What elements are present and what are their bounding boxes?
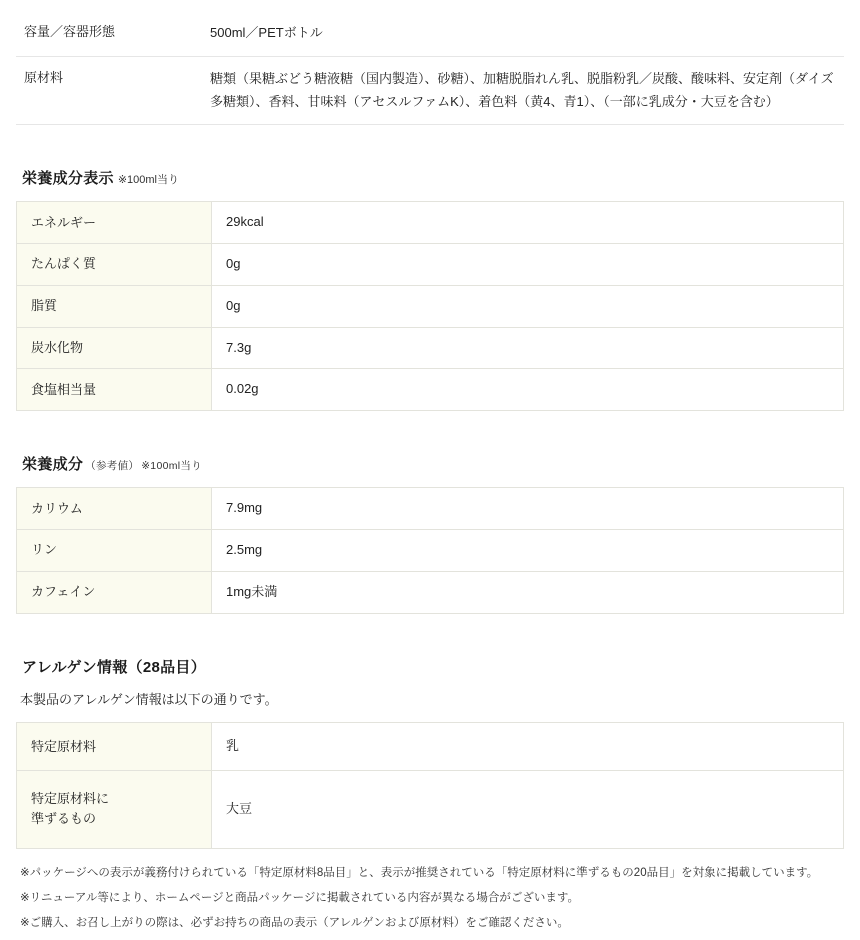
allergen-value-equivalent: 大豆 (212, 771, 844, 848)
table-row (17, 530, 844, 572)
allergen-table (16, 722, 844, 848)
nutrition-reference-title: 栄養成分 (22, 456, 84, 474)
nutrition-value-salt: 0.02g (212, 369, 844, 411)
reference-value-potassium: 7.9mg (212, 488, 844, 530)
reference-label-phosphorus: リン (17, 530, 212, 572)
nutrition-label-fat: 脂質 (17, 285, 212, 327)
nutrition-facts-title: 栄養成分表示 (22, 170, 114, 188)
footnote-1: ※パッケージへの表示が義務付けられている「特定原材料8品目」と、表示が推奨されている「特定原材料に準ずるもの20品目」を対象に掲載しています。 (20, 866, 819, 879)
nutrition-label-carbohydrate: 炭水化物 (17, 327, 212, 369)
spec-label-volume: 容量／容器形態 (24, 24, 116, 39)
table-row (17, 202, 844, 244)
nutrition-value-fat: 0g (212, 285, 844, 327)
nutrition-facts-note: ※100ml当り (117, 174, 179, 187)
reference-value-phosphorus: 2.5mg (212, 530, 844, 572)
spec-label-ingredients: 原材料 (24, 69, 64, 85)
table-row (17, 771, 844, 848)
table-row (17, 327, 844, 369)
table-row (17, 285, 844, 327)
nutrition-reference-heading (22, 453, 844, 477)
product-detail-page (0, 10, 860, 932)
spec-value-volume: 500ml／PETボトル (210, 25, 323, 40)
allergen-value-specified: 乳 (212, 723, 844, 771)
allergen-label-equivalent-line2: 準ずるもの (31, 811, 97, 827)
reference-label-potassium: カリウム (17, 488, 212, 530)
nutrition-value-energy: 29kcal (212, 202, 844, 244)
allergen-label-specified: 特定原材料 (17, 723, 212, 771)
nutrition-reference-table (16, 487, 844, 613)
nutrition-facts-heading (22, 167, 844, 191)
allergen-heading: アレルゲン情報（28品目） (22, 658, 207, 676)
product-spec-table (16, 10, 844, 125)
nutrition-label-protein: たんぱく質 (17, 244, 212, 286)
nutrition-reference-note2: ※100ml当り (141, 460, 202, 473)
nutrition-facts-table (16, 201, 844, 411)
nutrition-label-energy: エネルギー (17, 202, 212, 244)
allergen-label-equivalent (17, 771, 212, 848)
footnote-2: ※リニューアル等により、ホームページと商品パッケージに掲載されている内容が異なる場合がございます。 (20, 891, 579, 904)
allergen-label-equivalent-line1: 特定原材料に (31, 791, 110, 807)
nutrition-reference-note: （参考値） (85, 460, 140, 473)
nutrition-value-protein: 0g (212, 244, 844, 286)
table-row (17, 244, 844, 286)
table-row (16, 11, 844, 57)
nutrition-label-salt: 食塩相当量 (17, 369, 212, 411)
table-row (17, 571, 844, 613)
allergen-lead-text: 本製品のアレルゲン情報は以下の通りです。 (20, 691, 278, 707)
spec-value-ingredients: 糖類（果糖ぶどう糖液糖（国内製造）、砂糖）、加糖脱脂れん乳、脱脂粉乳／炭酸、酸味料、安定剤（ダイズ多糖類）、香料、甘味料（アセスルファムK）、着色料（黄4、青1）、（一部に乳成分・大豆を含む） (210, 70, 834, 109)
table-row (16, 56, 844, 125)
footnote-3: ※ご購入、お召し上がりの際は、必ずお持ちの商品の表示（アレルゲンおよび原材料）をご確認ください。 (20, 917, 569, 929)
reference-label-caffeine: カフェイン (17, 571, 212, 613)
nutrition-value-carbohydrate: 7.3g (212, 327, 844, 369)
table-row (17, 369, 844, 411)
footnotes (20, 865, 844, 933)
table-row (17, 723, 844, 771)
reference-value-caffeine: 1mg未満 (212, 571, 844, 613)
table-row (17, 488, 844, 530)
